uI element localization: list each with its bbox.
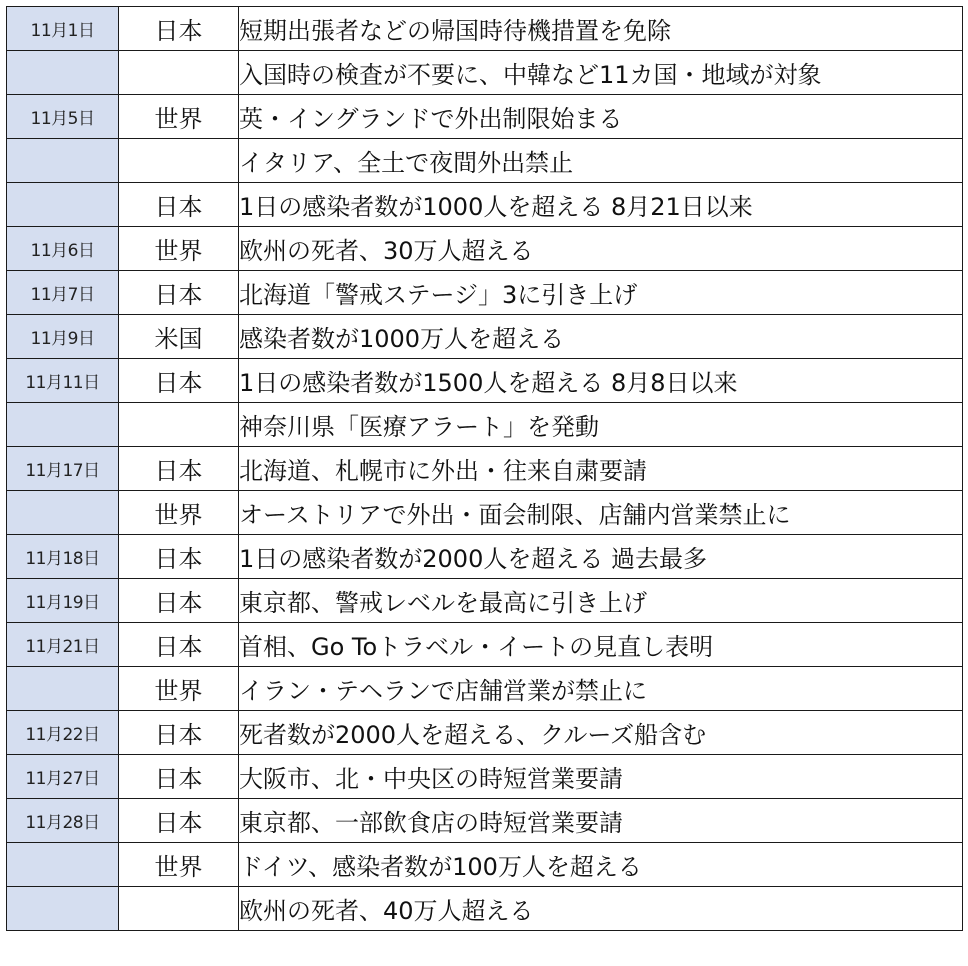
table-row (7, 579, 963, 623)
table-row (7, 139, 963, 183)
table-row (7, 51, 963, 95)
event-cell: イタリア、全土で夜間外出禁止 (239, 139, 963, 183)
date-cell: 11月28日 (7, 799, 119, 843)
region-cell: 日本 (119, 799, 239, 843)
event-cell: 1日の感染者数が1000人を超える 8月21日以来 (239, 183, 963, 227)
table-row (7, 7, 963, 51)
region-cell (119, 887, 239, 931)
event-cell: オーストリアで外出・面会制限、店舗内営業禁止に (239, 491, 963, 535)
region-cell: 日本 (119, 535, 239, 579)
region-cell: 世界 (119, 95, 239, 139)
region-cell: 世界 (119, 667, 239, 711)
event-cell: 北海道「警戒ステージ」3に引き上げ (239, 271, 963, 315)
table-row (7, 491, 963, 535)
table-row (7, 667, 963, 711)
table-row (7, 271, 963, 315)
date-cell (7, 887, 119, 931)
table-row (7, 623, 963, 667)
region-cell (119, 403, 239, 447)
date-cell (7, 51, 119, 95)
region-cell: 米国 (119, 315, 239, 359)
event-cell: 感染者数が1000万人を超える (239, 315, 963, 359)
timeline-body (7, 7, 963, 931)
event-cell: 首相、Go Toトラベル・イートの見直し表明 (239, 623, 963, 667)
event-cell: イラン・テヘランで店舗営業が禁止に (239, 667, 963, 711)
region-cell: 世界 (119, 843, 239, 887)
event-cell: 1日の感染者数が1500人を超える 8月8日以来 (239, 359, 963, 403)
region-cell (119, 51, 239, 95)
event-cell: 大阪市、北・中央区の時短営業要請 (239, 755, 963, 799)
table-row (7, 315, 963, 359)
date-cell: 11月22日 (7, 711, 119, 755)
date-cell: 11月27日 (7, 755, 119, 799)
date-cell: 11月21日 (7, 623, 119, 667)
table-row (7, 843, 963, 887)
date-cell: 11月19日 (7, 579, 119, 623)
region-cell: 日本 (119, 711, 239, 755)
region-cell: 世界 (119, 227, 239, 271)
region-cell (119, 139, 239, 183)
date-cell: 11月7日 (7, 271, 119, 315)
table-row (7, 711, 963, 755)
table-row (7, 799, 963, 843)
region-cell: 日本 (119, 447, 239, 491)
date-cell: 11月6日 (7, 227, 119, 271)
event-cell: 東京都、警戒レベルを最高に引き上げ (239, 579, 963, 623)
event-cell: 欧州の死者、40万人超える (239, 887, 963, 931)
date-cell (7, 843, 119, 887)
region-cell: 日本 (119, 755, 239, 799)
timeline-table (6, 6, 963, 931)
event-cell: 入国時の検査が不要に、中韓など11カ国・地域が対象 (239, 51, 963, 95)
table-row (7, 755, 963, 799)
event-cell: 神奈川県「医療アラート」を発動 (239, 403, 963, 447)
event-cell: 死者数が2000人を超える、クルーズ船含む (239, 711, 963, 755)
date-cell: 11月9日 (7, 315, 119, 359)
region-cell: 日本 (119, 7, 239, 51)
date-cell (7, 183, 119, 227)
date-cell: 11月1日 (7, 7, 119, 51)
event-cell: 短期出張者などの帰国時待機措置を免除 (239, 7, 963, 51)
event-cell: 1日の感染者数が2000人を超える 過去最多 (239, 535, 963, 579)
region-cell: 日本 (119, 579, 239, 623)
date-cell (7, 403, 119, 447)
table-row (7, 535, 963, 579)
table-row (7, 447, 963, 491)
date-cell: 11月11日 (7, 359, 119, 403)
event-cell: 東京都、一部飲食店の時短営業要請 (239, 799, 963, 843)
table-row (7, 359, 963, 403)
table-row (7, 95, 963, 139)
date-cell: 11月5日 (7, 95, 119, 139)
region-cell: 日本 (119, 359, 239, 403)
date-cell: 11月18日 (7, 535, 119, 579)
table-row (7, 227, 963, 271)
event-cell: 欧州の死者、30万人超える (239, 227, 963, 271)
table-row (7, 887, 963, 931)
event-cell: ドイツ、感染者数が100万人を超える (239, 843, 963, 887)
region-cell: 世界 (119, 491, 239, 535)
region-cell: 日本 (119, 183, 239, 227)
date-cell: 11月17日 (7, 447, 119, 491)
date-cell (7, 667, 119, 711)
table-row (7, 403, 963, 447)
date-cell (7, 139, 119, 183)
table-row (7, 183, 963, 227)
event-cell: 北海道、札幌市に外出・往来自粛要請 (239, 447, 963, 491)
date-cell (7, 491, 119, 535)
event-cell: 英・イングランドで外出制限始まる (239, 95, 963, 139)
region-cell: 日本 (119, 271, 239, 315)
region-cell: 日本 (119, 623, 239, 667)
